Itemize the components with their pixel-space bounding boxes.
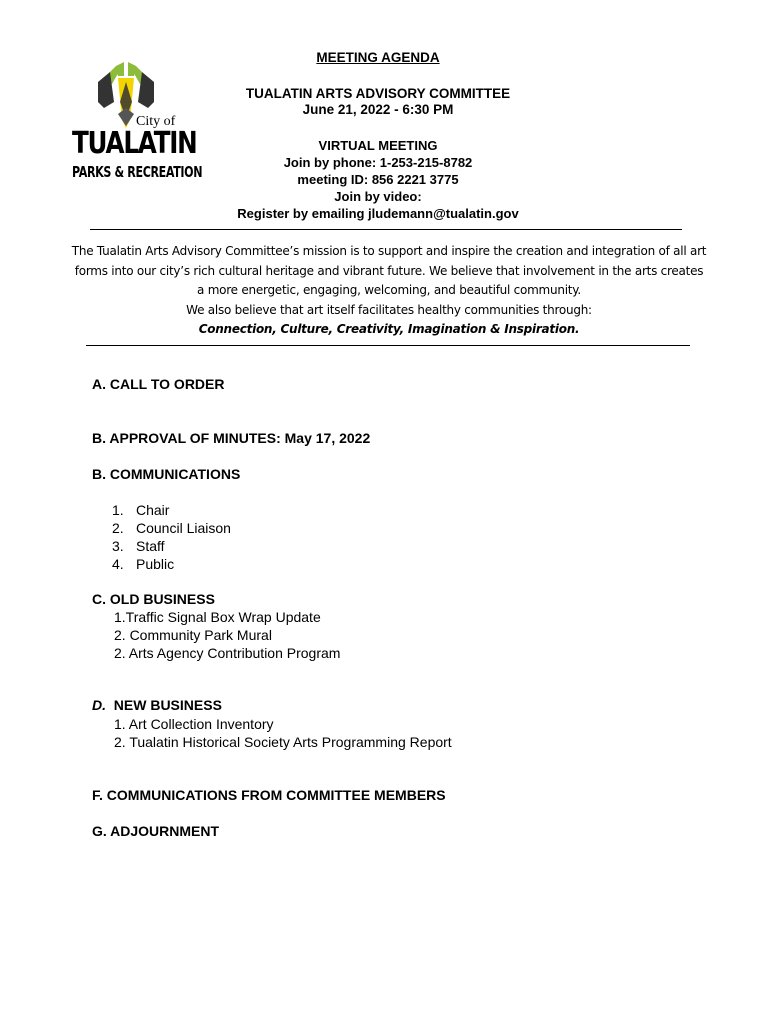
- mission-values: Connection, Culture, Creativity, Imagination & Inspiration.: [198, 322, 580, 336]
- mission-line: The Tualatin Arts Advisory Committee’s mission is to support and inspire the creation and integration of all art: [71, 244, 707, 258]
- mission-line: a more energetic, engaging, welcoming, and beautiful community.: [197, 283, 581, 297]
- virtual-meeting: VIRTUAL MEETING: [318, 138, 438, 153]
- new-business-letter: D.: [92, 697, 106, 713]
- join-video: Join by video:: [334, 189, 422, 204]
- comm-item-number: 4.: [112, 556, 124, 572]
- old-item-contribution-program: 2. Arts Agency Contribution Program: [114, 645, 341, 661]
- new-business-label: NEW BUSINESS: [113, 697, 222, 713]
- meeting-date-time: June 21, 2022 - 6:30 PM: [302, 102, 454, 117]
- meeting-id: meeting ID: 856 2221 3775: [297, 172, 459, 187]
- comm-item-number: 2.: [112, 520, 124, 536]
- header-divider: [90, 229, 682, 230]
- agenda-new-business: [92, 697, 222, 713]
- agenda-communications: B. COMMUNICATIONS: [92, 466, 241, 482]
- agenda-committee-communications: F. COMMUNICATIONS FROM COMMITTEE MEMBERS: [92, 787, 446, 803]
- agenda-call-to-order: A. CALL TO ORDER: [92, 376, 225, 392]
- logo-parks-recreation: PARKS & RECREATION: [72, 163, 203, 181]
- comm-item-council-liaison: Council Liaison: [136, 520, 231, 536]
- comm-item-number: 3.: [112, 538, 124, 554]
- comm-item-chair: Chair: [136, 502, 170, 518]
- mission-divider: [86, 345, 690, 346]
- comm-item-staff: Staff: [136, 538, 165, 554]
- mission-statement: [40, 242, 738, 340]
- agenda-title: MEETING AGENDA: [316, 50, 440, 65]
- register-email: Register by emailing jludemann@tualatin.gov: [237, 206, 519, 221]
- mission-line: forms into our city’s rich cultural heritage and vibrant future. We believe that involvement in the arts creates: [74, 263, 704, 278]
- agenda-old-business: C. OLD BUSINESS: [92, 591, 215, 607]
- comm-item-number: 1.: [112, 502, 124, 518]
- new-item-historical-society: 2. Tualatin Historical Society Arts Programming Report: [114, 734, 452, 750]
- logo-city-of: City of: [136, 114, 176, 129]
- agenda-adjournment: G. ADJOURNMENT: [92, 823, 220, 839]
- mission-line: We also believe that art itself facilitates healthy communities through:: [186, 302, 592, 317]
- comm-item-public: Public: [136, 556, 175, 572]
- new-item-art-inventory: 1. Art Collection Inventory: [114, 716, 274, 732]
- join-phone: Join by phone: 1-253-215-8782: [283, 155, 473, 170]
- city-logo: [72, 62, 203, 182]
- old-item-signal-box: 1.Traffic Signal Box Wrap Update: [114, 609, 321, 625]
- agenda-approval-minutes: B. APPROVAL OF MINUTES: May 17, 2022: [92, 430, 371, 446]
- logo-tualatin: TUALATIN: [72, 126, 197, 161]
- old-item-park-mural: 2. Community Park Mural: [114, 627, 272, 643]
- committee-name: TUALATIN ARTS ADVISORY COMMITTEE: [245, 86, 511, 101]
